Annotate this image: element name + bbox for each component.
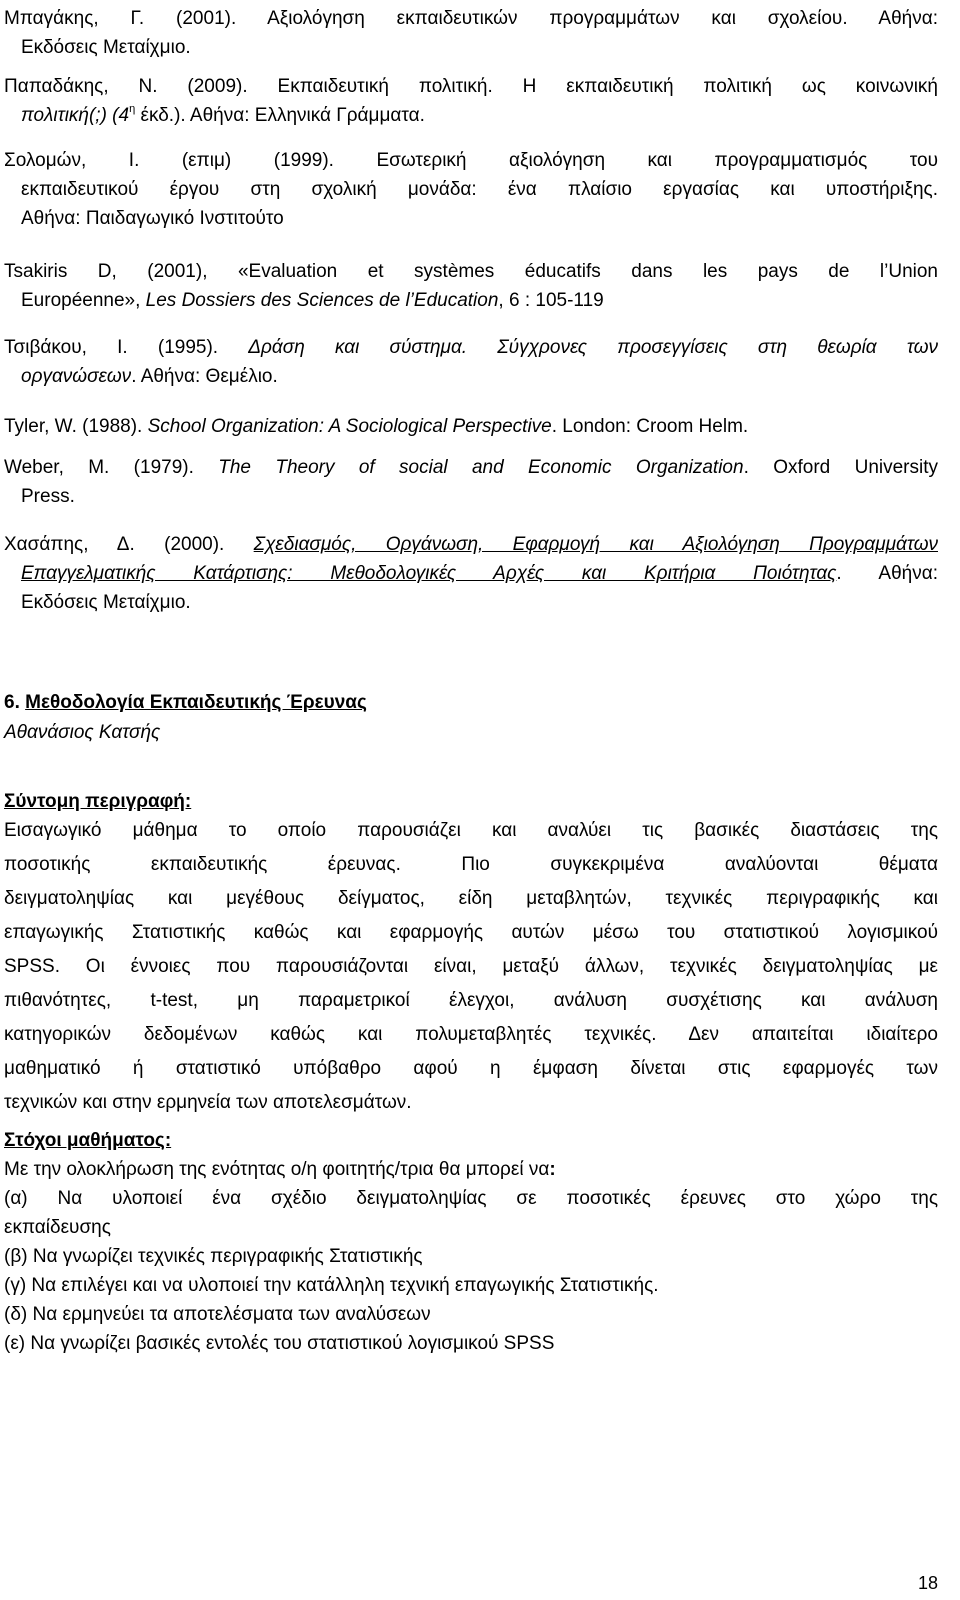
- reference-italic: School Organization: A Sociological Perspective: [147, 416, 552, 437]
- reference-italic: The Theory of social and Economic Organization: [218, 457, 744, 478]
- reference-line: Μπαγάκης, Γ. (2001). Αξιολόγηση εκπαιδευτικών προγραμμάτων και σχολείου. Αθήνα:: [4, 8, 938, 29]
- reference-italic: Επαγγελματικής Κατάρτισης: Μεθοδολογικές Αρχές και Κριτήρια Ποιότητας: [21, 563, 837, 584]
- reference-entry: [4, 146, 938, 233]
- paragraph-line: δειγματοληψίας και μεγέθους δείγματος, είδη μεταβλητών, τεχνικές περιγραφικής και: [4, 888, 938, 909]
- reference-italic: Les Dossiers des Sciences de l’Education: [145, 290, 499, 311]
- reference-line: Weber, M. (1979). The Theory of social and Economic Organization. Oxford University: [4, 457, 939, 478]
- description-heading: Σύντομη περιγραφή:: [4, 791, 192, 812]
- section-heading: [4, 688, 367, 717]
- reference-line: Εκδόσεις Μεταίχμιο.: [21, 37, 191, 58]
- reference-entry: [4, 412, 938, 441]
- reference-entry: [4, 72, 938, 130]
- page-number: 18: [917, 1573, 938, 1593]
- paragraph-line: μαθηματικό ή στατιστικό υπόβαθρο αφού η έμφαση δίνεται στις εφαρμογές των: [4, 1058, 938, 1079]
- reference-italic: οργανώσεων: [21, 366, 132, 387]
- reference-line: Αθήνα: Παιδαγωγικό Ινστιτούτο: [21, 208, 284, 229]
- reference-line: Τσιβάκου, Ι. (1995). Δράση και σύστημα. Σύγχρονες προσεγγίσεις στη θεωρία των: [4, 337, 938, 358]
- reference-entry: [4, 333, 938, 391]
- paragraph-line: ποσοτικής εκπαιδευτικής έρευνας. Πιο συγκεκριμένα αναλύονται θέματα: [4, 854, 938, 875]
- reference-line: Εκδόσεις Μεταίχμιο.: [21, 592, 191, 613]
- reference-line: Επαγγελματικής Κατάρτισης: Μεθοδολογικές Αρχές και Κριτήρια Ποιότητας. Αθήνα:: [21, 563, 938, 584]
- goal-item: (α) Να υλοποιεί ένα σχέδιο δειγματοληψίας σε ποσοτικές έρευνες στο χώρο της: [4, 1188, 938, 1209]
- reference-line: πολιτική(;) ($4^\eta$ έκδ.). Αθήνα: Ελληνικά Γράμματα.: [21, 103, 425, 126]
- reference-line: Tyler, W. (1988). School Organization: A Sociological Perspective. London: Croom Helm.: [4, 416, 749, 437]
- reference-line: Χασάπης, Δ. (2000). Σχεδιασμός, Οργάνωση, Εφαρμογή και Αξιολόγηση Προγραμμάτων: [4, 534, 938, 555]
- reference-line: εκπαιδευτικού έργου στη σχολική μονάδα: ένα πλαίσιο εργασίας και υποστήριξης.: [21, 179, 938, 200]
- reference-italic: Σχεδιασμός, Οργάνωση, Εφαρμογή και Αξιολόγηση Προγραμμάτων: [253, 534, 938, 555]
- goals-intro: Με την ολοκλήρωση της ενότητας ο/η φοιτητής/τρια θα μπορεί να:: [4, 1159, 556, 1180]
- goal-item: (ε) Να γνωρίζει βασικές εντολές του στατιστικού λογισμικού SPSS: [4, 1333, 555, 1354]
- goals-heading: Στόχοι μαθήματος:: [4, 1130, 172, 1151]
- reference-entry: [4, 530, 938, 617]
- goal-item: (β) Να γνωρίζει τεχνικές περιγραφικής Στατιστικής: [4, 1246, 423, 1267]
- reference-entry: [4, 453, 938, 511]
- section-number: 6.: [4, 692, 26, 713]
- reference-italic: πολιτική(;) (4: [21, 105, 130, 126]
- reference-italic: Δράση και σύστημα. Σύγχρονες προσεγγίσεις στη θεωρία των: [248, 337, 938, 358]
- reference-line: Tsakiris D, (2001), «Evaluation et systèmes éducatifs dans les pays de l’Union: [4, 261, 938, 282]
- reference-entry: [4, 257, 938, 315]
- paragraph-line: τεχνικών και στην ερμηνεία των αποτελεσμάτων.: [4, 1092, 412, 1113]
- paragraph-line: Εισαγωγικό μάθημα το οποίο παρουσιάζει και αναλύει τις βασικές διαστάσεις της: [4, 820, 938, 841]
- edition-superscript: η: [129, 103, 136, 115]
- reference-line: Σολομών, Ι. (επιμ) (1999). Εσωτερική αξιολόγηση και προγραμματισμός του: [4, 150, 938, 171]
- description-paragraph: [4, 814, 938, 1120]
- paragraph-line: SPSS. Οι έννοιες που παρουσιάζονται είναι, μεταξύ άλλων, τεχνικές δειγματοληψίας με: [4, 956, 938, 977]
- goal-item: (γ) Να επιλέγει και να υλοποιεί την κατάλληλη τεχνική επαγωγικής Στατιστικής.: [4, 1275, 659, 1296]
- reference-line: οργανώσεων. Αθήνα: Θεμέλιο.: [21, 366, 278, 387]
- paragraph-line: επαγωγικής Στατιστικής καθώς και εφαρμογής αυτών μέσω του στατιστικού λογισμικού: [4, 922, 938, 943]
- paragraph-line: κατηγορικών δεδομένων καθώς και πολυμεταβλητές τεχνικές. Δεν απαιτείται ιδιαίτερο: [4, 1024, 938, 1045]
- goal-item: εκπαίδευσης: [4, 1217, 111, 1238]
- section-title: Μεθοδολογία Εκπαιδευτικής Έρευνας: [25, 692, 367, 713]
- section-author: Αθανάσιος Κατσής: [4, 722, 161, 743]
- reference-line: Européenne», Les Dossiers des Sciences de l’Education, 6 : 105-119: [21, 290, 604, 311]
- reference-line: Παπαδάκης, Ν. (2009). Εκπαιδευτική πολιτική. Η εκπαιδευτική πολιτική ως κοινωνική: [4, 76, 938, 97]
- paragraph-line: πιθανότητες, t-test, μη παραμετρικοί έλεγχοι, ανάλυση συσχέτισης και ανάλυση: [4, 990, 938, 1011]
- goals-list: [4, 1155, 938, 1358]
- goal-item: (δ) Να ερμηνεύει τα αποτελέσματα των αναλύσεων: [4, 1304, 431, 1325]
- reference-entry: [4, 4, 938, 62]
- reference-line: Press.: [21, 486, 75, 507]
